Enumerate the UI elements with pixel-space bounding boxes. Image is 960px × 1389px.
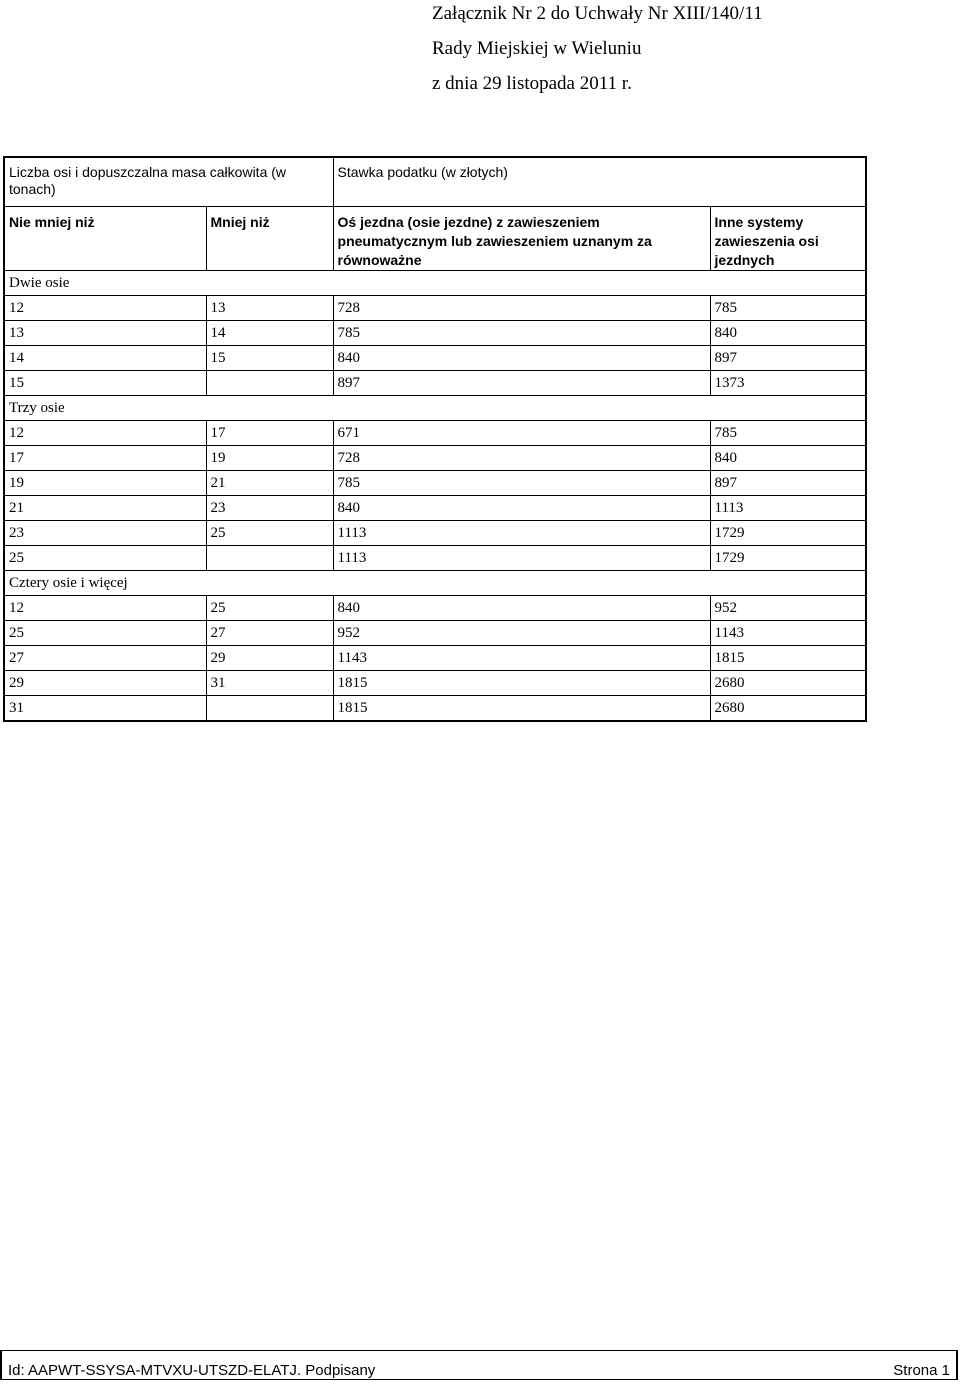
header-line-council: Rady Miejskiej w Wieluniu [432,38,642,59]
table-row [4,646,866,671]
cell-max-mass: 13 [206,296,333,321]
cell-rate-pneumatic: 785 [333,321,710,346]
cell-min-mass: 25 [4,546,206,571]
table-row [4,346,866,371]
cell-rate-pneumatic: 671 [333,421,710,446]
cell-rate-other: 952 [710,596,866,621]
cell-min-mass: 21 [4,496,206,521]
header-rate-group: Stawka podatku (w złotych) [333,157,866,207]
cell-min-mass: 12 [4,596,206,621]
table-row [4,421,866,446]
header-max: Mniej niż [206,207,333,271]
cell-max-mass: 29 [206,646,333,671]
cell-rate-other: 1729 [710,521,866,546]
cell-max-mass: 25 [206,596,333,621]
section-title: Trzy osie [4,396,866,421]
cell-max-mass: 21 [206,471,333,496]
cell-min-mass: 17 [4,446,206,471]
cell-min-mass: 12 [4,421,206,446]
cell-min-mass: 19 [4,471,206,496]
cell-rate-other: 897 [710,346,866,371]
footer-page-number: Strona 1 [893,1362,950,1379]
cell-rate-pneumatic: 897 [333,371,710,396]
cell-min-mass: 25 [4,621,206,646]
cell-rate-pneumatic: 840 [333,596,710,621]
cell-rate-pneumatic: 1815 [333,696,710,722]
cell-max-mass: 17 [206,421,333,446]
cell-rate-pneumatic: 728 [333,296,710,321]
cell-rate-other: 1729 [710,546,866,571]
cell-rate-pneumatic: 840 [333,496,710,521]
cell-rate-other: 2680 [710,671,866,696]
document-footer [0,1350,958,1380]
cell-max-mass: 15 [206,346,333,371]
cell-max-mass [206,546,333,571]
document-header [432,0,763,101]
header-pneumatic: Oś jezdna (osie jezdne) z zawieszeniem pneumatycznym lub zawieszeniem uznanym za równoważne [333,207,710,271]
cell-rate-other: 785 [710,421,866,446]
cell-rate-pneumatic: 952 [333,621,710,646]
cell-rate-other: 1113 [710,496,866,521]
cell-min-mass: 29 [4,671,206,696]
footer-id: Id: AAPWT-SSYSA-MTVXU-UTSZD-ELATJ. Podpisany [8,1362,376,1379]
cell-rate-other: 785 [710,296,866,321]
cell-rate-other: 897 [710,471,866,496]
cell-min-mass: 15 [4,371,206,396]
cell-min-mass: 13 [4,321,206,346]
table-header-row-columns [4,207,866,271]
table-row [4,521,866,546]
cell-max-mass [206,371,333,396]
header-line-annex: Załącznik Nr 2 do Uchwały Nr XIII/140/11 [432,3,763,24]
cell-rate-pneumatic: 1113 [333,521,710,546]
section-title: Dwie osie [4,271,866,296]
table-row [4,471,866,496]
header-min: Nie mniej niż [4,207,206,271]
header-line-date: z dnia 29 listopada 2011 r. [432,73,632,94]
table-row [4,446,866,471]
table-row [4,621,866,646]
cell-rate-pneumatic: 1113 [333,546,710,571]
table-row [4,546,866,571]
cell-max-mass: 25 [206,521,333,546]
table-row [4,496,866,521]
cell-rate-pneumatic: 728 [333,446,710,471]
cell-max-mass: 23 [206,496,333,521]
cell-min-mass: 23 [4,521,206,546]
cell-min-mass: 12 [4,296,206,321]
cell-rate-pneumatic: 840 [333,346,710,371]
cell-rate-other: 1143 [710,621,866,646]
table-header-row-groups [4,157,866,207]
cell-rate-other: 1373 [710,371,866,396]
cell-max-mass: 19 [206,446,333,471]
cell-rate-other: 2680 [710,696,866,722]
table-row [4,596,866,621]
cell-min-mass: 27 [4,646,206,671]
cell-rate-pneumatic: 1143 [333,646,710,671]
cell-max-mass: 31 [206,671,333,696]
cell-rate-other: 840 [710,321,866,346]
table-row [4,321,866,346]
table-row [4,671,866,696]
cell-rate-pneumatic: 1815 [333,671,710,696]
cell-rate-other: 1815 [710,646,866,671]
cell-max-mass: 14 [206,321,333,346]
header-mass-group: Liczba osi i dopuszczalna masa całkowita (w tonach) [4,157,333,207]
cell-max-mass: 27 [206,621,333,646]
section-row [4,396,866,421]
section-title: Cztery osie i więcej [4,571,866,596]
cell-min-mass: 31 [4,696,206,722]
header-other: Inne systemy zawieszenia osi jezdnych [710,207,866,271]
table-row [4,696,866,722]
cell-rate-other: 840 [710,446,866,471]
tax-rate-table [3,156,867,722]
section-row [4,271,866,296]
section-row [4,571,866,596]
table-row [4,296,866,321]
cell-max-mass [206,696,333,722]
table-row [4,371,866,396]
cell-rate-pneumatic: 785 [333,471,710,496]
cell-min-mass: 14 [4,346,206,371]
